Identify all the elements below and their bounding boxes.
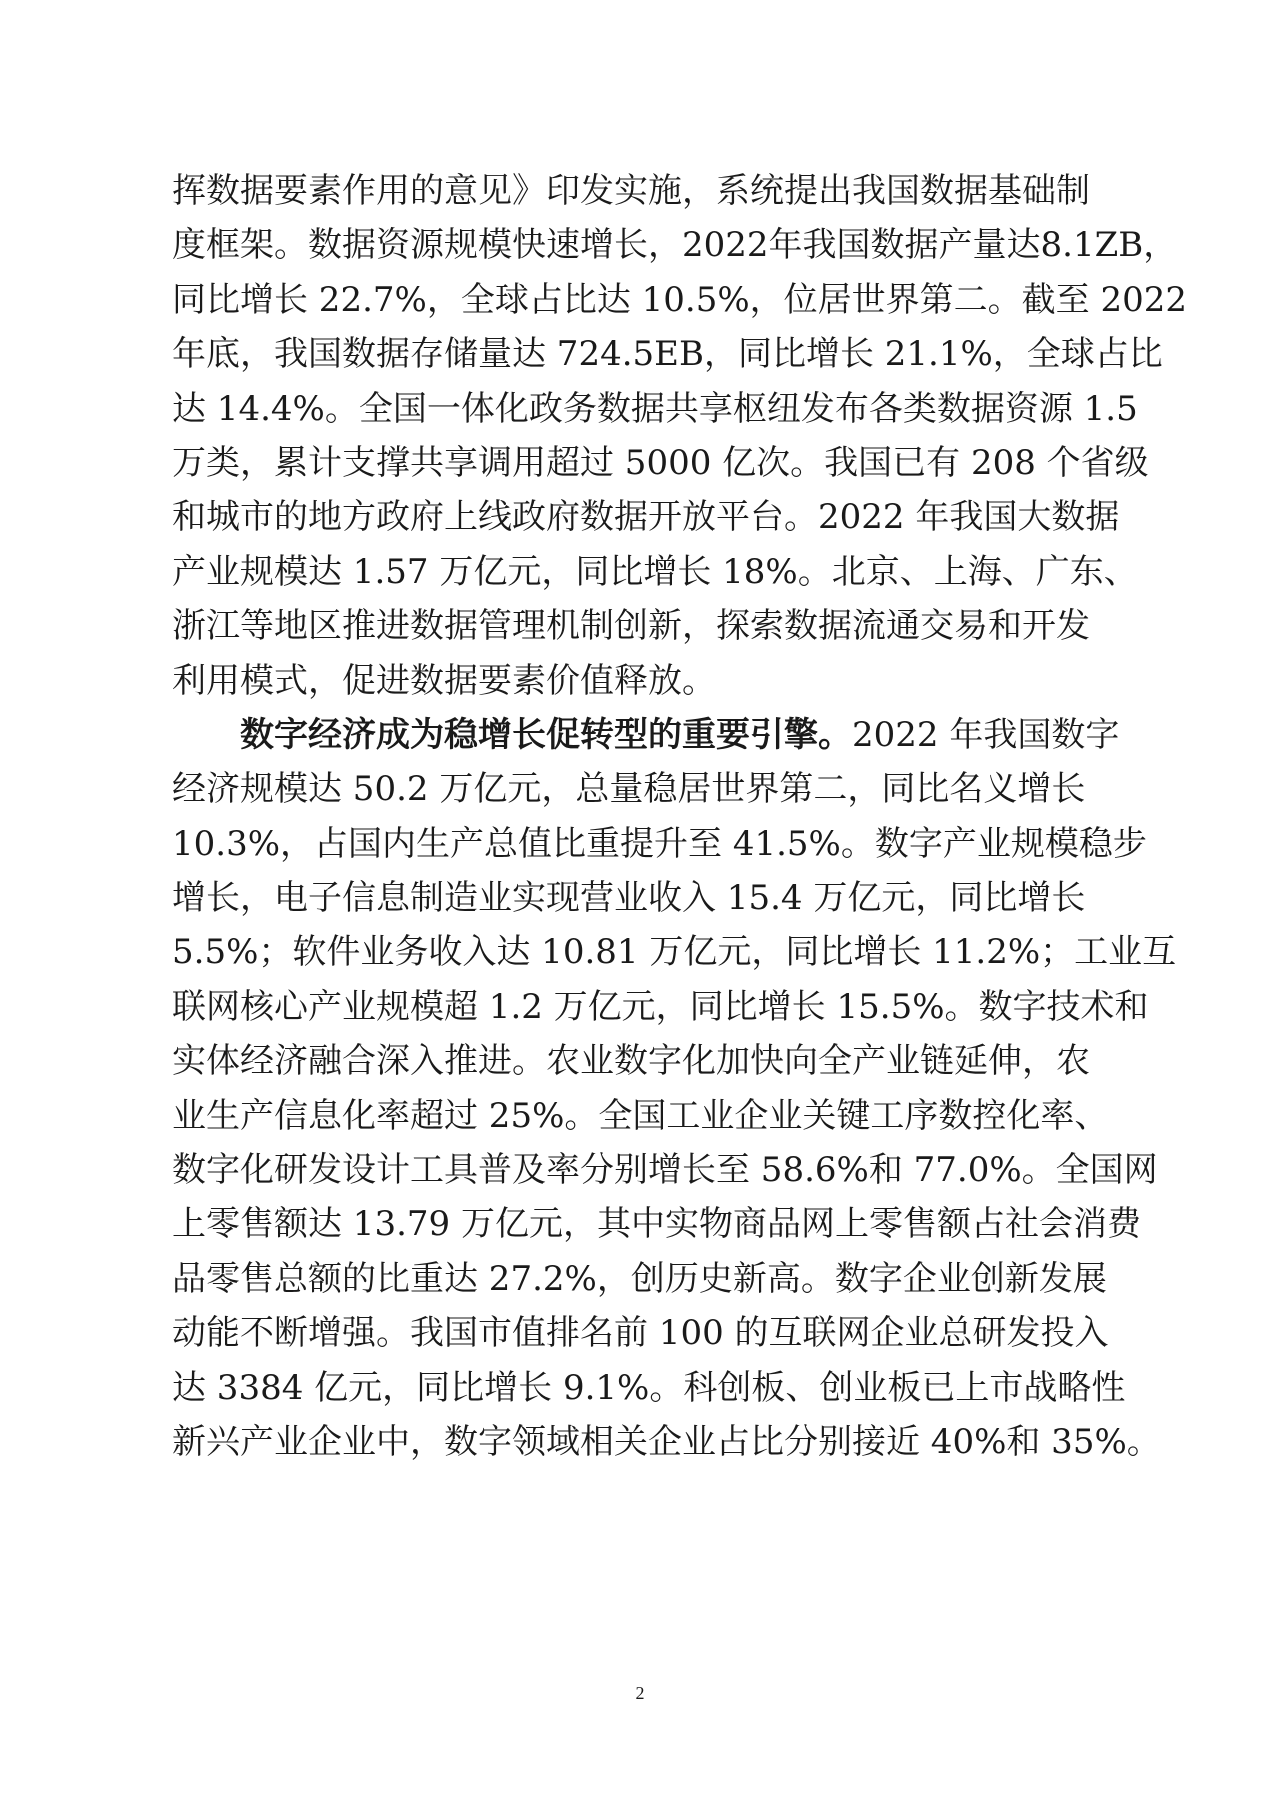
paragraph-heading: 数字经济成为稳增长促转型的重要引擎。 (240, 714, 852, 755)
text-line: 产业规模达 1.57 万亿元，同比增长 18%。北京、上海、广东、 (172, 551, 1138, 592)
text-line: 挥数据要素作用的意见》印发实施，系统提出我国数据基础制 (172, 171, 1090, 211)
text-line: 新兴产业企业中，数字领域相关企业占比分别接近 40%和 35%。 (172, 1421, 1161, 1462)
text-line: 5.5%；软件业务收入达 10.81 万亿元，同比增长 11.2%；工业互 (172, 932, 1177, 973)
text-line: 万类，累计支撑共享调用超过 5000 亿次。我国已有 208 个省级 (172, 442, 1149, 483)
page-number: 2 (635, 1683, 645, 1703)
text-line: 经济规模达 50.2 万亿元，总量稳居世界第二，同比名义增长 (172, 769, 1086, 810)
paragraph-digital-economy (172, 708, 1177, 1469)
text-line: 动能不断增强。我国市值排名前 100 的互联网企业总研发投入 (172, 1313, 1109, 1354)
text-line: 浙江等地区推进数据管理机制创新，探索数据流通交易和开发 (172, 606, 1090, 647)
paragraph-data-resources (172, 164, 1187, 708)
text-line: 实体经济融合深入推进。农业数字化加快向全产业链延伸，农 (172, 1041, 1090, 1082)
text-line: 达 14.4%。全国一体化政务数据共享枢纽发布各类数据资源 1.5 (172, 388, 1138, 429)
text-line: 利用模式，促进数据要素价值释放。 (172, 660, 716, 701)
text-line: 增长，电子信息制造业实现营业收入 15.4 万亿元，同比增长 (172, 878, 1086, 919)
text-line: 同比增长 22.7%，全球占比达 10.5%，位居世界第二。截至 2022 (172, 279, 1187, 320)
text-line: 达 3384 亿元，同比增长 9.1%。科创板、创业板已上市战略性 (172, 1367, 1126, 1408)
paragraph-first-line (172, 708, 1120, 762)
text-line: 度框架。数据资源规模快速增长，2022年我国数据产量达8.1ZB， (172, 225, 1178, 266)
text-run: 2022 年我国数字 (852, 714, 1120, 755)
text-line: 和城市的地方政府上线政府数据开放平台。2022 年我国大数据 (172, 497, 1120, 538)
text-line: 联网核心产业规模超 1.2 万亿元，同比增长 15.5%。数字技术和 (172, 986, 1149, 1027)
text-line: 上零售额达 13.79 万亿元，其中实物商品网上零售额占社会消费 (172, 1204, 1141, 1245)
text-line: 10.3%，占国内生产总值比重提升至 41.5%。数字产业规模稳步 (172, 823, 1147, 864)
text-line: 品零售总额的比重达 27.2%，创历史新高。数字企业创新发展 (172, 1258, 1107, 1299)
text-line: 数字化研发设计工具普及率分别增长至 58.6%和 77.0%。全国网 (172, 1150, 1158, 1191)
text-line: 年底，我国数据存储量达 724.5EB，同比增长 21.1%，全球占比 (172, 334, 1163, 375)
body-text (172, 164, 1187, 1469)
text-line: 业生产信息化率超过 25%。全国工业企业关键工序数控化率、 (172, 1095, 1109, 1136)
